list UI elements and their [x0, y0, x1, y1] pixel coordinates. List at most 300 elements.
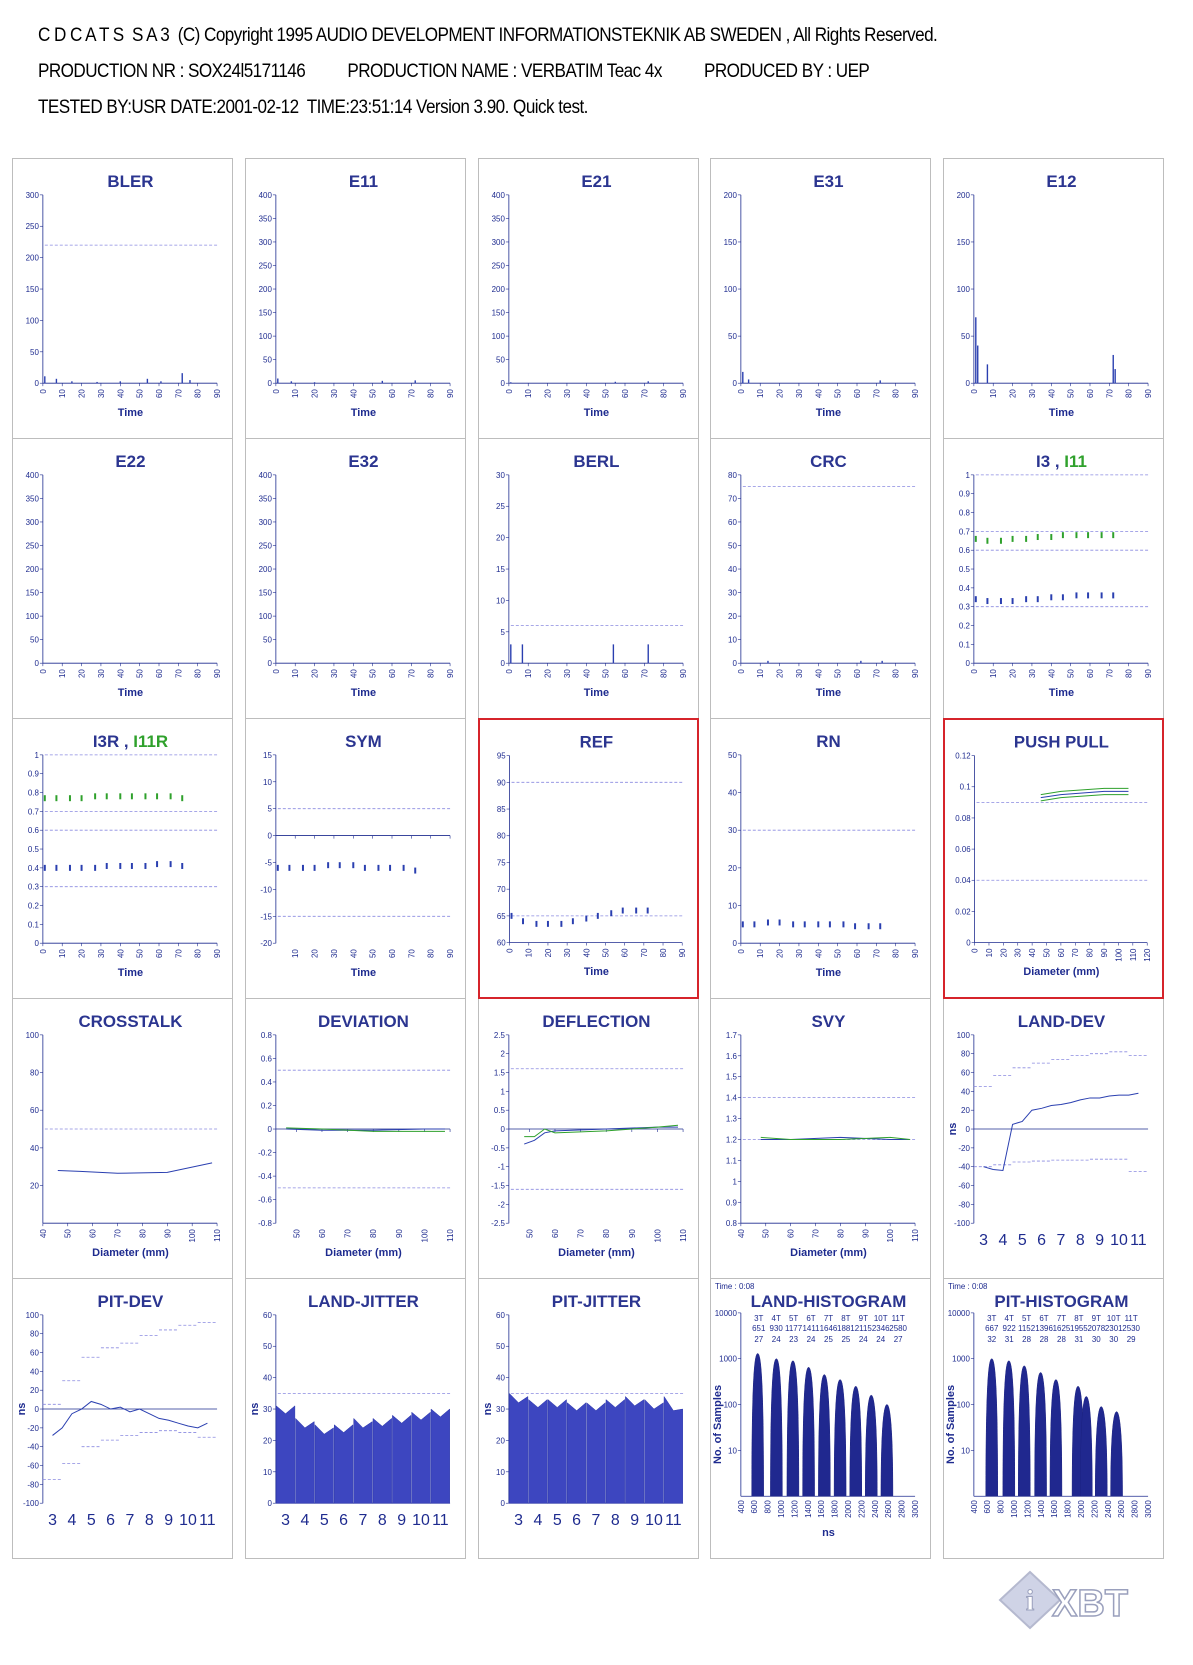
chart-landhist — [710, 1278, 931, 1559]
y-tick-label: 0 — [732, 379, 738, 389]
data-point — [1012, 598, 1014, 604]
y-tick-label: 1000 — [719, 1354, 738, 1364]
peak-width: 28 — [1039, 1334, 1049, 1344]
x-tick-label: 100 — [188, 1229, 198, 1243]
x-tick-label: 70 — [811, 1229, 821, 1239]
peak-position: 1625 — [1052, 1323, 1071, 1333]
y-tick-label: 0 — [965, 659, 971, 669]
x-category-label: 3 — [979, 1232, 989, 1250]
data-point — [1112, 532, 1114, 538]
legend-label: 10T — [1107, 1313, 1121, 1323]
x-tick-label: 10 — [985, 948, 995, 958]
x-tick-label: 90 — [213, 949, 223, 959]
x-category-label: 10 — [179, 1512, 197, 1530]
x-tick-label: 20 — [1008, 669, 1018, 679]
chart-deflection — [478, 998, 699, 1279]
y-tick-label: 10 — [262, 1467, 272, 1477]
x-category-label: 9 — [164, 1512, 174, 1530]
chart-title-main: PIT-JITTER — [551, 1291, 641, 1311]
y-tick-label: -2.5 — [490, 1219, 505, 1229]
y-tick-label: -5 — [264, 858, 272, 868]
x-tick-label: 60 — [620, 669, 630, 679]
y-tick-label: 20 — [961, 1106, 971, 1116]
legend-label: 9T — [1091, 1313, 1102, 1323]
chart-title-main: BERL — [573, 451, 620, 471]
x-tick-label: 30 — [1028, 669, 1038, 679]
x-tick-label: 20 — [543, 948, 553, 958]
y-tick-label: 300 — [258, 237, 272, 247]
y-tick-label: 50 — [728, 332, 738, 342]
y-tick-label: 80 — [961, 1049, 971, 1059]
x-tick-label: 0 — [504, 669, 514, 674]
x-tick-label: 100 — [653, 1229, 663, 1243]
data-point — [106, 793, 108, 799]
x-tick-label: 600 — [750, 1500, 760, 1514]
data-point — [560, 921, 562, 927]
x-axis-label: Diameter (mm) — [1023, 966, 1100, 979]
y-tick-label: 400 — [491, 190, 505, 200]
x-tick-label: 50 — [762, 1229, 772, 1239]
histogram-peak — [1035, 1373, 1047, 1497]
y-tick-label: 60 — [30, 1348, 39, 1358]
peak-position: 2580 — [889, 1323, 908, 1333]
y-axis-label: ns — [15, 1402, 28, 1416]
histogram-peak — [850, 1386, 862, 1496]
y-tick-label: 100 — [956, 285, 971, 295]
chart-title-main: DEFLECTION — [542, 1011, 651, 1031]
x-tick-label: 10 — [989, 669, 999, 679]
y-tick-label: 10 — [495, 1467, 505, 1477]
data-point — [131, 793, 133, 799]
x-tick-label: 40 — [814, 949, 824, 959]
jitter-group — [392, 1415, 411, 1503]
y-tick-label: 200 — [258, 285, 272, 295]
y-tick-label: 50 — [495, 1342, 505, 1352]
x-tick-label: 1800 — [1063, 1500, 1073, 1518]
y-tick-label: 200 — [25, 565, 39, 575]
x-tick-label: 2800 — [898, 1500, 908, 1518]
data-point — [94, 793, 96, 799]
x-tick-label: 80 — [193, 669, 203, 679]
y-tick-label: 150 — [258, 588, 272, 598]
data-point — [1025, 536, 1027, 542]
data-point — [69, 865, 71, 871]
chart-deviation-svg — [246, 999, 465, 1278]
y-tick-label: 40 — [961, 1087, 971, 1097]
chart-title — [107, 172, 153, 191]
x-tick-label: 80 — [892, 389, 902, 399]
y-tick-label: 0.04 — [955, 876, 971, 886]
chart-title — [1018, 1012, 1106, 1031]
data-point — [181, 795, 183, 801]
x-tick-label: 70 — [407, 949, 417, 959]
legend-label: 6T — [806, 1313, 817, 1323]
x-tick-label: 2000 — [844, 1500, 854, 1518]
x-tick-label: 110 — [445, 1229, 455, 1242]
chart-landjitter — [245, 1278, 466, 1559]
chart-title — [78, 1012, 183, 1031]
y-tick-label: 1 — [500, 1087, 505, 1097]
data-point — [156, 793, 158, 799]
chart-crc-svg — [711, 439, 930, 718]
x-tick-label: 30 — [795, 949, 805, 959]
x-tick-label: 90 — [445, 949, 455, 959]
peak-position: 1396 — [1035, 1323, 1054, 1333]
jitter-group — [334, 1425, 353, 1503]
y-tick-label: 80 — [728, 470, 738, 480]
y-tick-label: 40 — [495, 1373, 505, 1383]
y-tick-label: 1.5 — [493, 1068, 505, 1078]
y-tick-label: 50 — [30, 635, 39, 645]
y-tick-label: 50 — [262, 635, 272, 645]
peak-width: 24 — [772, 1334, 782, 1344]
jitter-group — [625, 1396, 644, 1503]
x-tick-label: 90 — [627, 1229, 637, 1239]
y-tick-label: 100 — [25, 316, 39, 326]
data-point — [55, 865, 57, 871]
x-tick-label: 0 — [271, 669, 281, 674]
peak-width: 30 — [1092, 1334, 1101, 1344]
x-tick-label: 90 — [678, 389, 688, 399]
x-tick-label: 50 — [1066, 669, 1076, 679]
x-category-label: 4 — [998, 1232, 1008, 1250]
y-tick-label: 25 — [495, 502, 505, 512]
x-category-label: 5 — [86, 1512, 96, 1530]
x-tick-label: 70 — [639, 948, 649, 958]
y-tick-label: 10 — [961, 1446, 971, 1456]
chart-title-separator: , — [1050, 451, 1065, 471]
x-tick-label: 110 — [213, 1229, 223, 1242]
x-tick-label: 1400 — [804, 1500, 814, 1518]
data-point — [339, 862, 341, 868]
histogram-peak — [819, 1375, 831, 1497]
data-point — [156, 861, 158, 867]
chart-ref-svg — [480, 720, 697, 997]
legend-label: 7T — [1057, 1313, 1067, 1323]
x-tick-label: 3000 — [1144, 1500, 1154, 1518]
chart-title-main: I3R — [92, 731, 120, 751]
y-tick-label: 200 — [25, 253, 39, 263]
y-tick-label: 0.6 — [260, 1054, 272, 1064]
chart-deflection-svg — [479, 999, 698, 1278]
x-tick-label: 2000 — [1077, 1500, 1087, 1518]
x-tick-label: 20 — [543, 669, 553, 679]
x-axis-label: Diameter (mm) — [92, 1247, 169, 1260]
peak-position: 651 — [752, 1323, 766, 1333]
peak-width: 31 — [1074, 1334, 1084, 1344]
x-axis-label: Diameter (mm) — [790, 1247, 868, 1260]
y-tick-label: 40 — [30, 1143, 39, 1153]
chart-title — [812, 1012, 847, 1031]
y-tick-label: 0.2 — [260, 1101, 272, 1111]
legend-label: 4T — [1004, 1313, 1015, 1323]
y-tick-label: 10 — [728, 635, 738, 645]
legend-label: 8T — [841, 1313, 851, 1323]
x-tick-label: 10 — [523, 389, 533, 399]
x-tick-label: 110 — [678, 1229, 688, 1242]
y-tick-label: 50 — [495, 355, 505, 365]
x-tick-label: 80 — [659, 389, 669, 399]
chart-berl — [478, 438, 699, 719]
x-tick-label: 50 — [524, 1229, 534, 1239]
chart-crosstalk-svg — [13, 999, 232, 1278]
y-tick-label: 0.8 — [959, 508, 971, 518]
x-tick-label: 60 — [317, 1229, 327, 1239]
x-tick-label: 90 — [1144, 669, 1154, 679]
legend-label: 5T — [789, 1313, 799, 1323]
chart-title-main: CROSSTALK — [78, 1011, 183, 1031]
x-tick-label: 70 — [174, 669, 184, 679]
x-tick-label: 40 — [737, 1229, 747, 1239]
jitter-group — [276, 1406, 295, 1503]
chart-title — [573, 452, 619, 471]
x-tick-label: 80 — [193, 949, 203, 959]
histogram-peak — [787, 1361, 799, 1496]
x-tick-label: 80 — [892, 669, 902, 679]
x-axis-label: Time — [1048, 687, 1075, 700]
y-tick-label: 400 — [25, 470, 39, 480]
x-tick-label: 40 — [349, 949, 359, 959]
x-tick-label: 60 — [853, 389, 863, 399]
y-tick-label: 150 — [25, 588, 39, 598]
data-point — [610, 910, 612, 916]
data-point — [522, 918, 524, 924]
x-tick-label: 10 — [756, 389, 766, 399]
y-tick-label: 1 — [34, 750, 39, 760]
chart-i3ri11r — [12, 718, 233, 999]
x-tick-label: 60 — [387, 389, 397, 399]
y-tick-label: -80 — [958, 1200, 971, 1210]
y-tick-label: -0.8 — [257, 1219, 272, 1229]
y-tick-label: 80 — [496, 831, 506, 841]
jitter-group — [315, 1425, 334, 1503]
svg-text:XBT: XBT — [1052, 1583, 1128, 1625]
x-tick-label: 50 — [63, 1229, 73, 1239]
y-tick-label: 40 — [262, 1373, 272, 1383]
x-category-label: 7 — [591, 1512, 600, 1530]
peak-position: 667 — [985, 1323, 999, 1333]
x-category-label: 8 — [377, 1512, 387, 1530]
data-point — [1062, 594, 1064, 600]
x-tick-label: 70 — [872, 389, 882, 399]
y-tick-label: 200 — [723, 190, 738, 200]
peak-position: 1177 — [785, 1323, 803, 1333]
y-tick-label: 20 — [728, 863, 738, 873]
x-tick-label: 50 — [135, 949, 145, 959]
y-tick-label: 150 — [956, 237, 971, 247]
x-category-label: 11 — [431, 1512, 449, 1530]
x-tick-label: 70 — [1071, 948, 1081, 958]
y-tick-label: -60 — [27, 1461, 39, 1471]
histogram-peak — [1003, 1361, 1015, 1496]
data-point — [119, 863, 121, 869]
x-category-label: 3 — [513, 1512, 523, 1530]
chart-title-main: LAND-JITTER — [307, 1291, 419, 1311]
y-tick-label: 1.5 — [726, 1072, 738, 1082]
y-tick-label: 0.8 — [27, 788, 39, 798]
x-tick-label: 80 — [658, 948, 668, 958]
x-tick-label: 20 — [310, 389, 320, 399]
x-category-label: 4 — [533, 1512, 542, 1530]
y-tick-label: 0.8 — [260, 1030, 272, 1040]
x-tick-label: 30 — [96, 949, 106, 959]
y-tick-label: 40 — [30, 1367, 39, 1377]
data-point — [635, 908, 637, 914]
x-tick-label: 80 — [892, 949, 902, 959]
y-tick-label: 0.1 — [959, 640, 971, 650]
y-tick-label: 0.4 — [27, 863, 39, 873]
peak-width: 24 — [876, 1334, 886, 1344]
y-tick-label: 60 — [496, 938, 506, 948]
data-point — [571, 918, 573, 924]
chart-title-main: PIT-HISTOGRAM — [994, 1291, 1129, 1311]
y-tick-label: 0.08 — [955, 813, 971, 823]
x-category-label: 7 — [1056, 1232, 1066, 1250]
chart-pitdev — [12, 1278, 233, 1559]
x-tick-label: 50 — [368, 949, 378, 959]
x-tick-label: 80 — [836, 1229, 846, 1239]
x-tick-label: 10 — [58, 949, 68, 959]
x-tick-label: 2200 — [1090, 1500, 1100, 1518]
chart-title — [349, 172, 378, 191]
y-tick-label: 0.4 — [959, 583, 971, 593]
legend-label: 3T — [754, 1313, 764, 1323]
x-tick-label: 20 — [999, 948, 1009, 958]
x-category-label: 10 — [1110, 1232, 1129, 1250]
data-point — [277, 865, 279, 871]
chart-rn — [710, 718, 931, 999]
x-tick-label: 10 — [291, 669, 301, 679]
chart-title-second: I11 — [1064, 451, 1088, 471]
y-tick-label: 0.6 — [27, 826, 39, 836]
chart-crosstalk — [12, 998, 233, 1279]
x-axis-label: ns — [822, 1527, 836, 1540]
y-axis-label: ns — [947, 1122, 960, 1136]
y-tick-label: 50 — [728, 541, 738, 551]
jitter-group — [586, 1403, 605, 1503]
x-tick-label: 2200 — [857, 1500, 867, 1518]
chart-crc — [710, 438, 931, 719]
x-tick-label: 30 — [1013, 948, 1023, 958]
legend-label: 3T — [987, 1313, 997, 1323]
y-tick-label: 1 — [965, 470, 971, 480]
jitter-group — [509, 1393, 528, 1503]
data-point — [585, 916, 587, 922]
x-tick-label: 20 — [310, 949, 320, 959]
y-tick-label: 10 — [262, 777, 272, 787]
x-tick-label: 90 — [677, 948, 687, 958]
y-tick-label: -40 — [27, 1442, 39, 1452]
y-tick-label: -100 — [954, 1219, 971, 1229]
y-tick-label: 20 — [30, 1181, 39, 1191]
x-tick-label: 50 — [601, 389, 611, 399]
peak-width: 30 — [1109, 1334, 1119, 1344]
histogram-peak — [1095, 1407, 1107, 1497]
y-tick-label: 10000 — [947, 1308, 971, 1318]
y-tick-label: 0 — [966, 938, 971, 948]
x-tick-label: 30 — [1028, 389, 1038, 399]
y-tick-label: 85 — [496, 804, 506, 815]
y-tick-label: 0.5 — [959, 565, 971, 575]
data-point — [1000, 538, 1002, 544]
x-tick-label: 1600 — [817, 1500, 827, 1518]
y-tick-label: 60 — [262, 1310, 272, 1320]
y-tick-label: 0 — [267, 1499, 272, 1509]
data-point — [288, 865, 290, 871]
x-category-label: 6 — [571, 1512, 581, 1530]
data-point — [1076, 532, 1078, 538]
y-tick-label: 30 — [728, 588, 738, 598]
x-axis-label: Time — [816, 687, 842, 700]
chart-landdev-svg — [944, 999, 1163, 1278]
x-tick-label: 90 — [445, 669, 455, 679]
data-point — [880, 923, 882, 929]
data-point — [131, 863, 133, 869]
y-tick-label: 250 — [25, 222, 39, 232]
x-tick-label: 110 — [911, 1229, 921, 1242]
x-tick-label: 70 — [872, 669, 882, 679]
y-tick-label: 300 — [25, 517, 39, 527]
chart-e11-svg — [246, 159, 465, 438]
x-tick-label: 90 — [394, 1229, 404, 1239]
y-tick-label: 0.02 — [955, 907, 971, 917]
x-tick-label: 50 — [135, 389, 145, 399]
y-axis-label: No. of Samples — [712, 1384, 725, 1465]
x-tick-label: 10 — [291, 949, 301, 959]
chart-i3ri11r-svg — [13, 719, 232, 998]
y-tick-label: 100 — [25, 612, 39, 622]
data-point — [975, 596, 977, 602]
x-tick-label: 70 — [639, 389, 649, 399]
x-tick-label: 0 — [505, 948, 515, 953]
x-tick-label: 0 — [271, 389, 281, 394]
chart-title-main: LAND-HISTOGRAM — [751, 1291, 907, 1311]
peak-width: 29 — [1126, 1334, 1136, 1344]
legend-label: 5T — [1022, 1313, 1032, 1323]
x-tick-label: 60 — [1086, 389, 1096, 399]
data-point — [646, 908, 648, 914]
chart-landhist-svg — [711, 1279, 930, 1558]
x-tick-label: 600 — [983, 1500, 993, 1514]
x-tick-label: 40 — [814, 669, 824, 679]
data-point — [1037, 534, 1039, 540]
chart-pitjitter-svg — [479, 1279, 698, 1558]
x-axis-label: Time — [117, 967, 144, 980]
data-point — [170, 861, 172, 867]
x-tick-label: 10 — [58, 669, 68, 679]
x-tick-label: 60 — [620, 948, 630, 958]
y-tick-label: 400 — [258, 470, 272, 480]
chart-title — [1047, 172, 1077, 191]
x-tick-label: 2400 — [871, 1500, 881, 1518]
chart-title — [115, 452, 145, 471]
x-tick-label: 80 — [426, 389, 436, 399]
x-tick-label: 0 — [38, 389, 48, 394]
x-tick-label: 0 — [970, 669, 980, 674]
y-tick-label: 100 — [258, 612, 272, 622]
x-axis-label: Time — [816, 967, 842, 980]
chart-title-second: I11R — [133, 731, 169, 751]
chart-pithist-svg — [944, 1279, 1163, 1558]
y-tick-label: -20 — [27, 1423, 39, 1433]
time-label: Time : 0:08 — [948, 1281, 988, 1291]
data-point — [1087, 592, 1089, 598]
chart-title — [1036, 452, 1087, 471]
y-tick-label: 0.9 — [959, 489, 971, 499]
x-tick-label: 10 — [291, 389, 301, 399]
y-tick-label: 20 — [728, 612, 738, 622]
x-tick-label: 50 — [1066, 389, 1076, 399]
